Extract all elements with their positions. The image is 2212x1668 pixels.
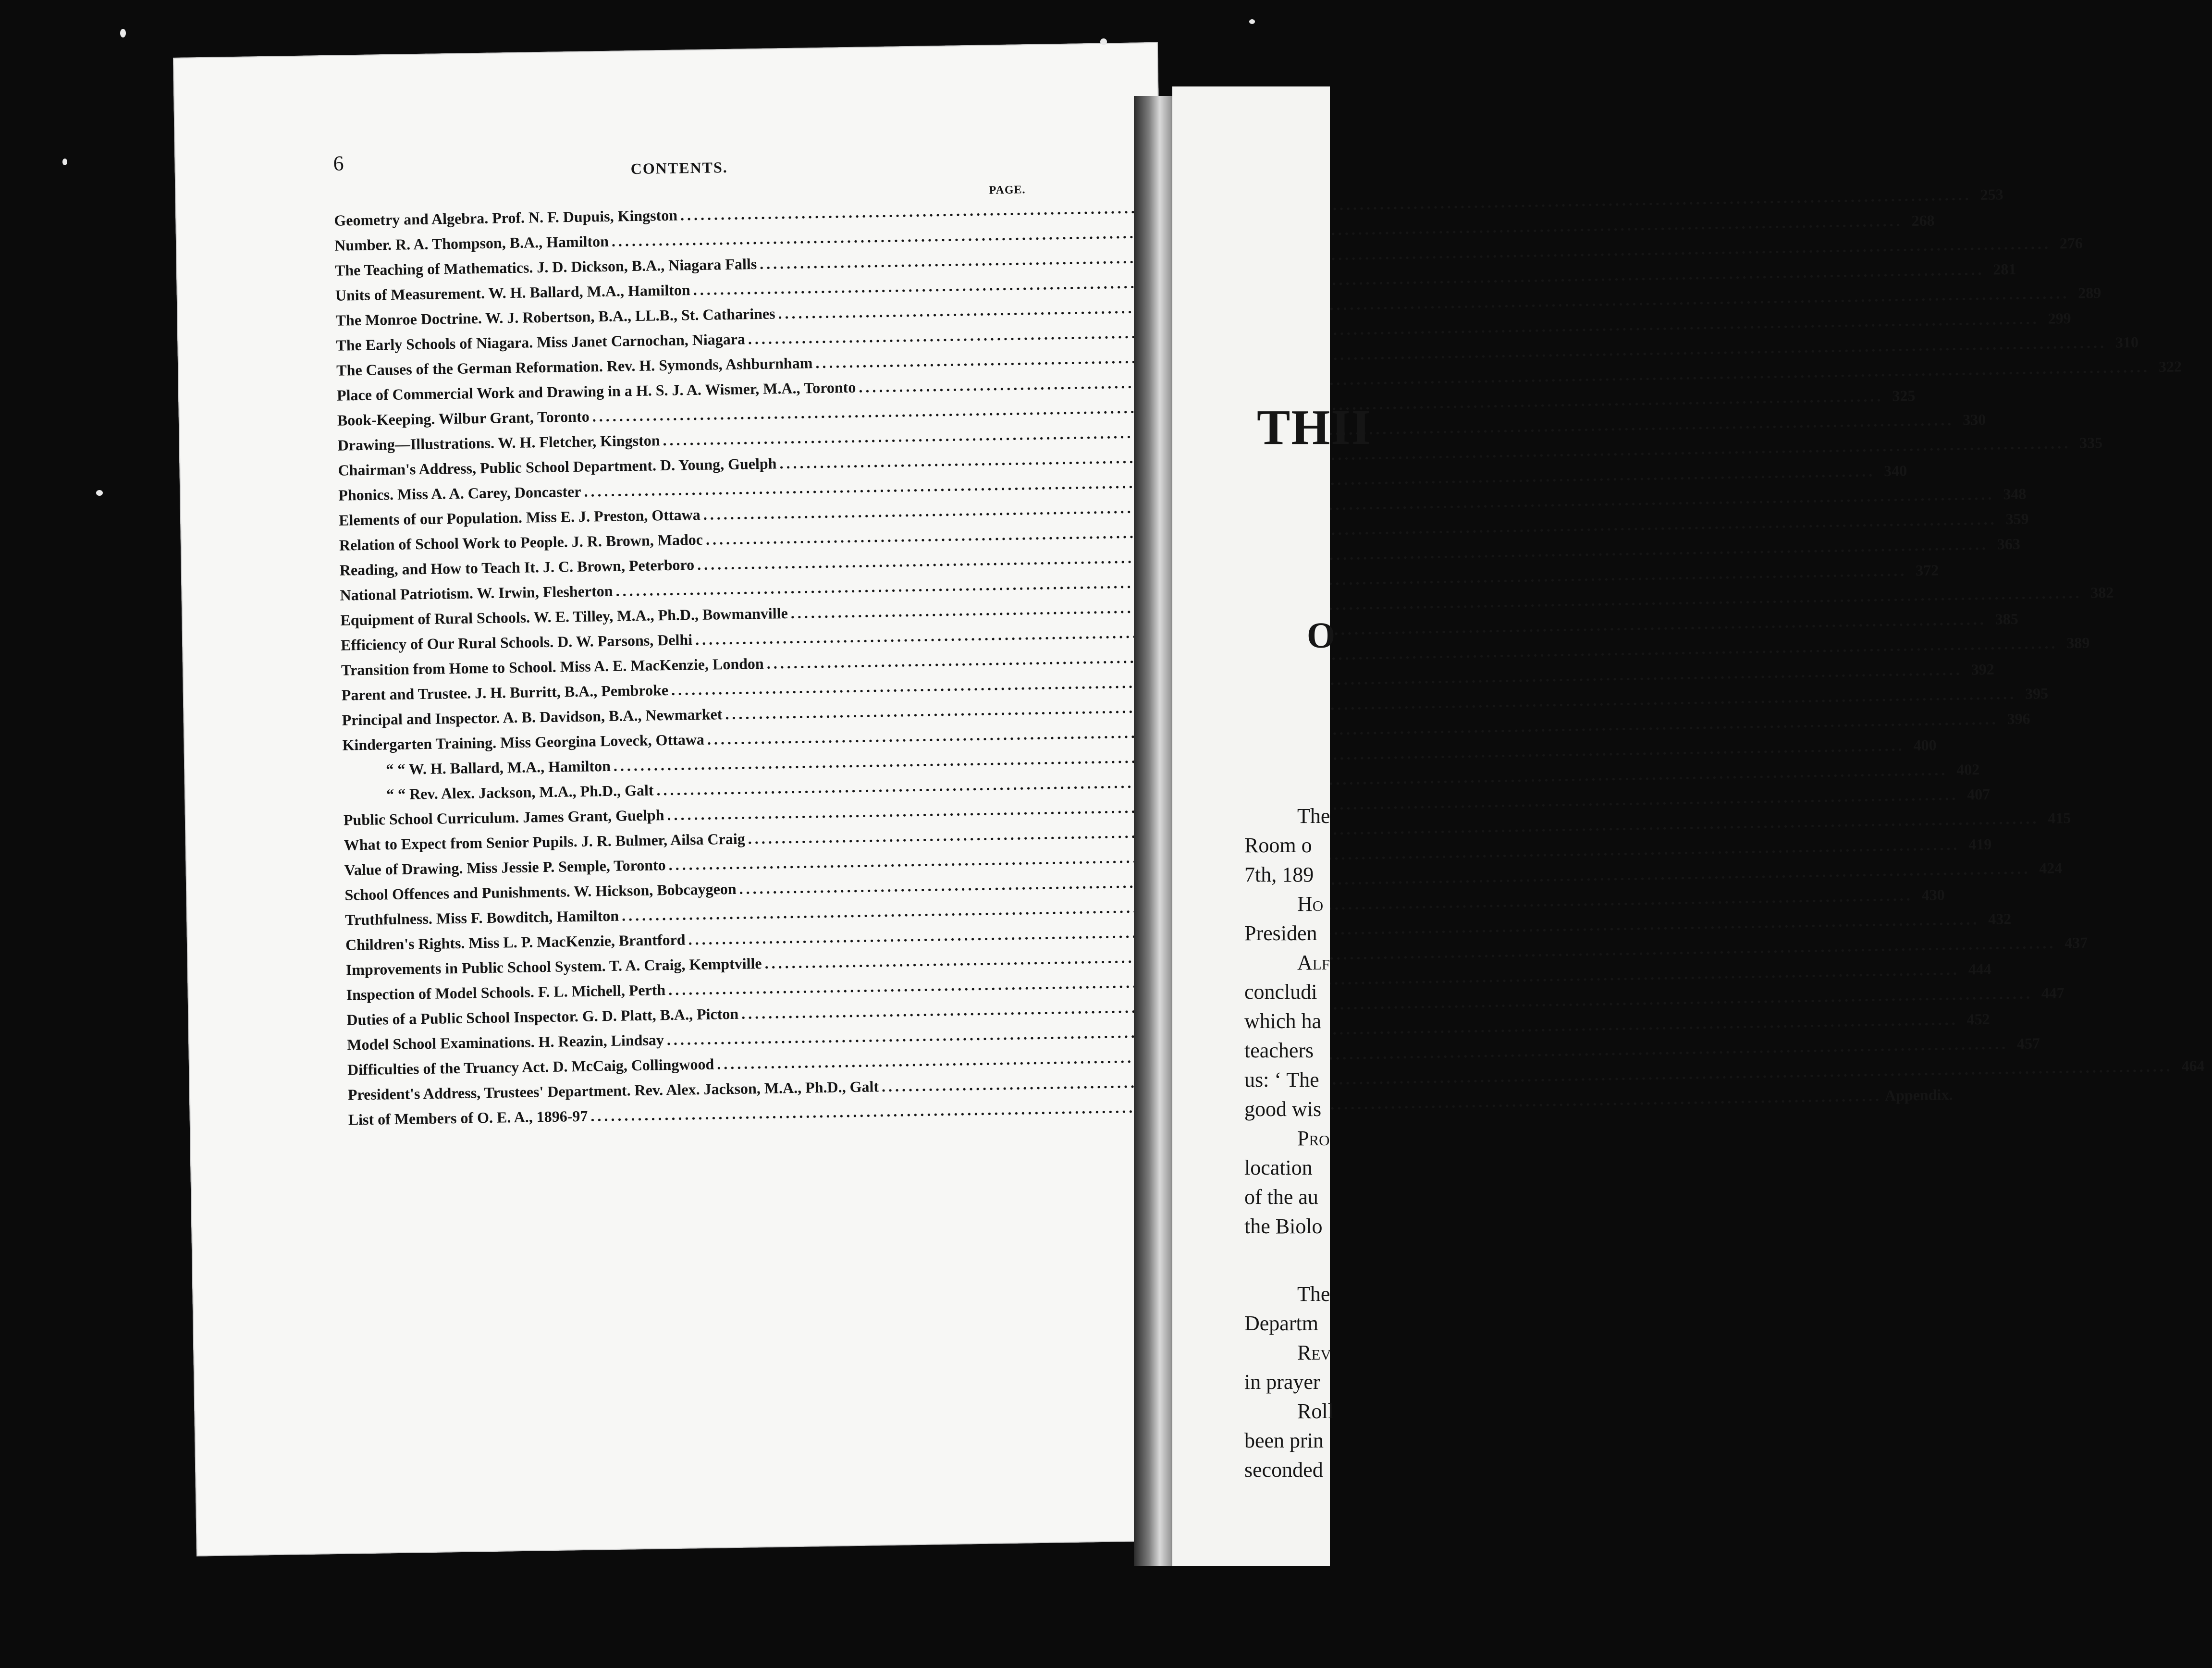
toc-entry-page: 457: [2016, 1034, 2040, 1052]
toc-entry-page: 424: [2039, 859, 2063, 877]
dust-speck: [120, 29, 126, 37]
right-page-line: concludi: [1244, 980, 1317, 1004]
right-page-line: Presiden: [1244, 921, 1317, 945]
toc-entry-page: Appendix.: [1884, 1086, 1953, 1104]
right-page-line: of the au: [1244, 1185, 1318, 1209]
toc-entry-title: President's Address, Trustees' Department. Rev. Alex. Jackson, M.A., Ph.D., Galt: [347, 1078, 879, 1104]
toc-entry-title: “ “ W. H. Ballard, M.A., Hamilton: [386, 757, 611, 778]
toc-entry-title: Equipment of Rural Schools. W. E. Tilley, M.A., Ph.D., Bowmanville: [340, 604, 788, 629]
toc-entry-page: 400: [1913, 736, 1937, 754]
toc-entry-title: The Causes of the German Reformation. Rev. H. Symonds, Ashburnham: [336, 354, 813, 379]
toc-entry-page: 372: [1915, 561, 1939, 579]
toc-entry-page: 322: [2158, 357, 2182, 376]
toc-entry-title: List of Members of O. E. A., 1896-97: [348, 1107, 588, 1128]
toc-entry-page: 330: [1962, 410, 1986, 429]
toc-entry-page: 363: [1997, 535, 2021, 553]
right-page-line: The: [1297, 804, 1330, 828]
right-page-line: location: [1244, 1156, 1313, 1179]
toc-entry-page: 268: [1911, 211, 1935, 230]
toc-entry-title: School Offences and Punishments. W. Hickson, Bobcaygeon: [344, 880, 737, 904]
right-page-line: the Biolo: [1244, 1214, 1323, 1238]
toc-entry-title: Inspection of Model Schools. F. L. Michell, Perth: [346, 981, 666, 1004]
toc-entry-page: 395: [2025, 684, 2049, 702]
toc-entry-page: 396: [2007, 710, 2030, 728]
toc-entry-page: 452: [1966, 1010, 1990, 1028]
toc-entry-page: 419: [1968, 835, 1992, 853]
toc-entry-title: Units of Measurement. W. H. Ballard, M.A., Hamilton: [335, 281, 690, 304]
toc-entry-page: 385: [1995, 610, 2018, 628]
right-page-line: Ho: [1297, 892, 1324, 916]
right-page-line: us: ‘ The: [1244, 1068, 1319, 1092]
right-page-line: been prin: [1244, 1429, 1324, 1452]
toc-entry-title: The Teaching of Mathematics. J. D. Dickson, B.A., Niagara Falls: [334, 255, 757, 279]
toc-entry-page: 415: [2048, 809, 2071, 827]
toc-entry-title: What to Expect from Senior Pupils. J. R. Bulmer, Ailsa Craig: [344, 830, 745, 854]
toc-entry-title: Relation of School Work to People. J. R. Brown, Madoc: [339, 530, 703, 554]
toc-entry-page: 299: [2048, 309, 2071, 327]
toc-entry-page: 432: [1988, 910, 2012, 928]
dust-speck: [96, 490, 103, 496]
running-head: CONTENTS.: [630, 158, 728, 178]
toc-entry-page: 464: [2181, 1056, 2205, 1075]
right-page-heading: THII: [1257, 400, 1372, 455]
right-page-line: Alf: [1297, 951, 1330, 974]
toc-entry-title: Place of Commercial Work and Drawing in a H. S. J. A. Wismer, M.A., Toronto: [336, 378, 856, 404]
toc-entry-page: 407: [1966, 785, 1991, 803]
toc-entry-title: Kindergarten Training. Miss Georgina Loveck, Ottawa: [342, 730, 705, 754]
right-page-subheading: O: [1307, 615, 1336, 656]
right-page-text: [1244, 801, 1334, 1484]
right-page-line: Rev: [1297, 1341, 1331, 1364]
toc-entry-title: Book-Keeping. Wilbur Grant, Toronto: [337, 407, 590, 429]
toc-entry-title: Chairman's Address, Public School Department. D. Young, Guelph: [338, 454, 777, 479]
toc-entry-title: Geometry and Algebra. Prof. N. F. Dupuis, Kingston: [334, 206, 678, 229]
toc-entry-page: 389: [2066, 634, 2090, 652]
toc-entry-title: Efficiency of Our Rural Schools. D. W. Parsons, Delhi: [340, 631, 693, 654]
toc-entry-title: Principal and Inspector. A. B. Davidson, B.A., Newmarket: [342, 705, 723, 729]
toc-entry-title: Parent and Trustee. J. H. Burritt, B.A., Pembroke: [341, 681, 669, 704]
toc-entry-title: Transition from Home to School. Miss A. E. MacKenzie, London: [341, 654, 764, 679]
toc-entry-page: 289: [2077, 284, 2101, 302]
toc-entry-title: Reading, and How to Teach It. J. C. Brown, Peterboro: [339, 556, 695, 579]
toc-entry-page: 276: [2059, 234, 2083, 252]
page-number: 6: [333, 151, 344, 175]
right-page-line: which ha: [1244, 1009, 1322, 1033]
toc-entry-title: The Early Schools of Niagara. Miss Janet Carnochan, Niagara: [336, 330, 746, 354]
toc-entry-title: Elements of our Population. Miss E. J. Preston, Ottawa: [338, 505, 700, 529]
right-page-line: Pro: [1297, 1127, 1330, 1150]
toc-entry-title: Difficulties of the Truancy Act. D. McCaig, Collingwood: [347, 1055, 714, 1079]
toc-entry-page: 253: [1980, 185, 2003, 203]
right-page-line: The: [1297, 1282, 1330, 1306]
toc-entry-page: 444: [1968, 960, 1992, 978]
toc-entry-page: 392: [1971, 660, 1994, 678]
dust-speck: [1249, 19, 1255, 24]
right-page-line: in prayer: [1244, 1370, 1320, 1394]
toc-entry-title: Truthfulness. Miss F. Bowditch, Hamilton: [344, 907, 619, 929]
toc-entry-page: 310: [2115, 333, 2139, 351]
toc-entry-title: Number. R. A. Thompson, B.A., Hamilton: [334, 232, 609, 254]
right-page-line: 7th, 189: [1244, 863, 1314, 886]
toc-entry-title: Children's Rights. Miss L. P. MacKenzie, Brantford: [345, 931, 686, 954]
toc-entry-title: Public School Curriculum. James Grant, Guelph: [343, 806, 664, 829]
toc-entry-page: 335: [2079, 434, 2103, 452]
toc-entry-title: Phonics. Miss A. A. Carey, Doncaster: [338, 482, 581, 504]
right-page-line: Room o: [1244, 834, 1312, 857]
toc-entry-page: 281: [1993, 260, 2016, 278]
right-page-line: Departm: [1244, 1312, 1318, 1335]
toc-entry-page: 348: [2003, 485, 2027, 503]
dust-speck: [62, 159, 67, 165]
toc-entry-title: “ “ Rev. Alex. Jackson, M.A., Ph.D., Galt: [386, 781, 654, 803]
toc-entry-page: 430: [1921, 886, 1945, 904]
toc-entry-title: Improvements in Public School System. T. A. Craig, Kemptville: [345, 954, 762, 979]
dust-speck: [1100, 38, 1107, 45]
toc-entry-title: Value of Drawing. Miss Jessie P. Semple, Toronto: [344, 856, 666, 879]
toc-entry-title: Duties of a Public School Inspector. G. D. Platt, B.A., Picton: [346, 1005, 739, 1029]
toc-entry-page: 402: [1956, 760, 1980, 778]
toc-entry-page: 359: [2005, 510, 2029, 528]
toc-entry-page: 325: [1892, 387, 1916, 405]
book-gutter: [1134, 96, 1177, 1566]
page-column-label: PAGE.: [989, 184, 1026, 197]
right-page-line: teachers: [1244, 1039, 1314, 1062]
toc-entry-title: National Patriotism. W. Irwin, Flesherton: [340, 582, 613, 604]
right-page-line: Roll: [1297, 1399, 1334, 1423]
right-page: [1172, 86, 1372, 1566]
right-page-line: seconded: [1244, 1458, 1323, 1482]
toc-entry-page: 447: [2041, 984, 2065, 1002]
toc-entry-page: 437: [2064, 933, 2088, 952]
toc-entry-title: Drawing—Illustrations. W. H. Fletcher, Kingston: [337, 431, 660, 454]
toc-entry-page: 382: [2090, 583, 2114, 601]
toc-entry-title: The Monroe Doctrine. W. J. Robertson, B.A., LL.B., St. Catharines: [335, 305, 775, 329]
right-page-line: good wis: [1244, 1097, 1322, 1121]
toc-entry-page: 340: [1883, 462, 1907, 480]
toc-entry-title: Model School Examinations. H. Reazin, Lindsay: [347, 1031, 664, 1054]
